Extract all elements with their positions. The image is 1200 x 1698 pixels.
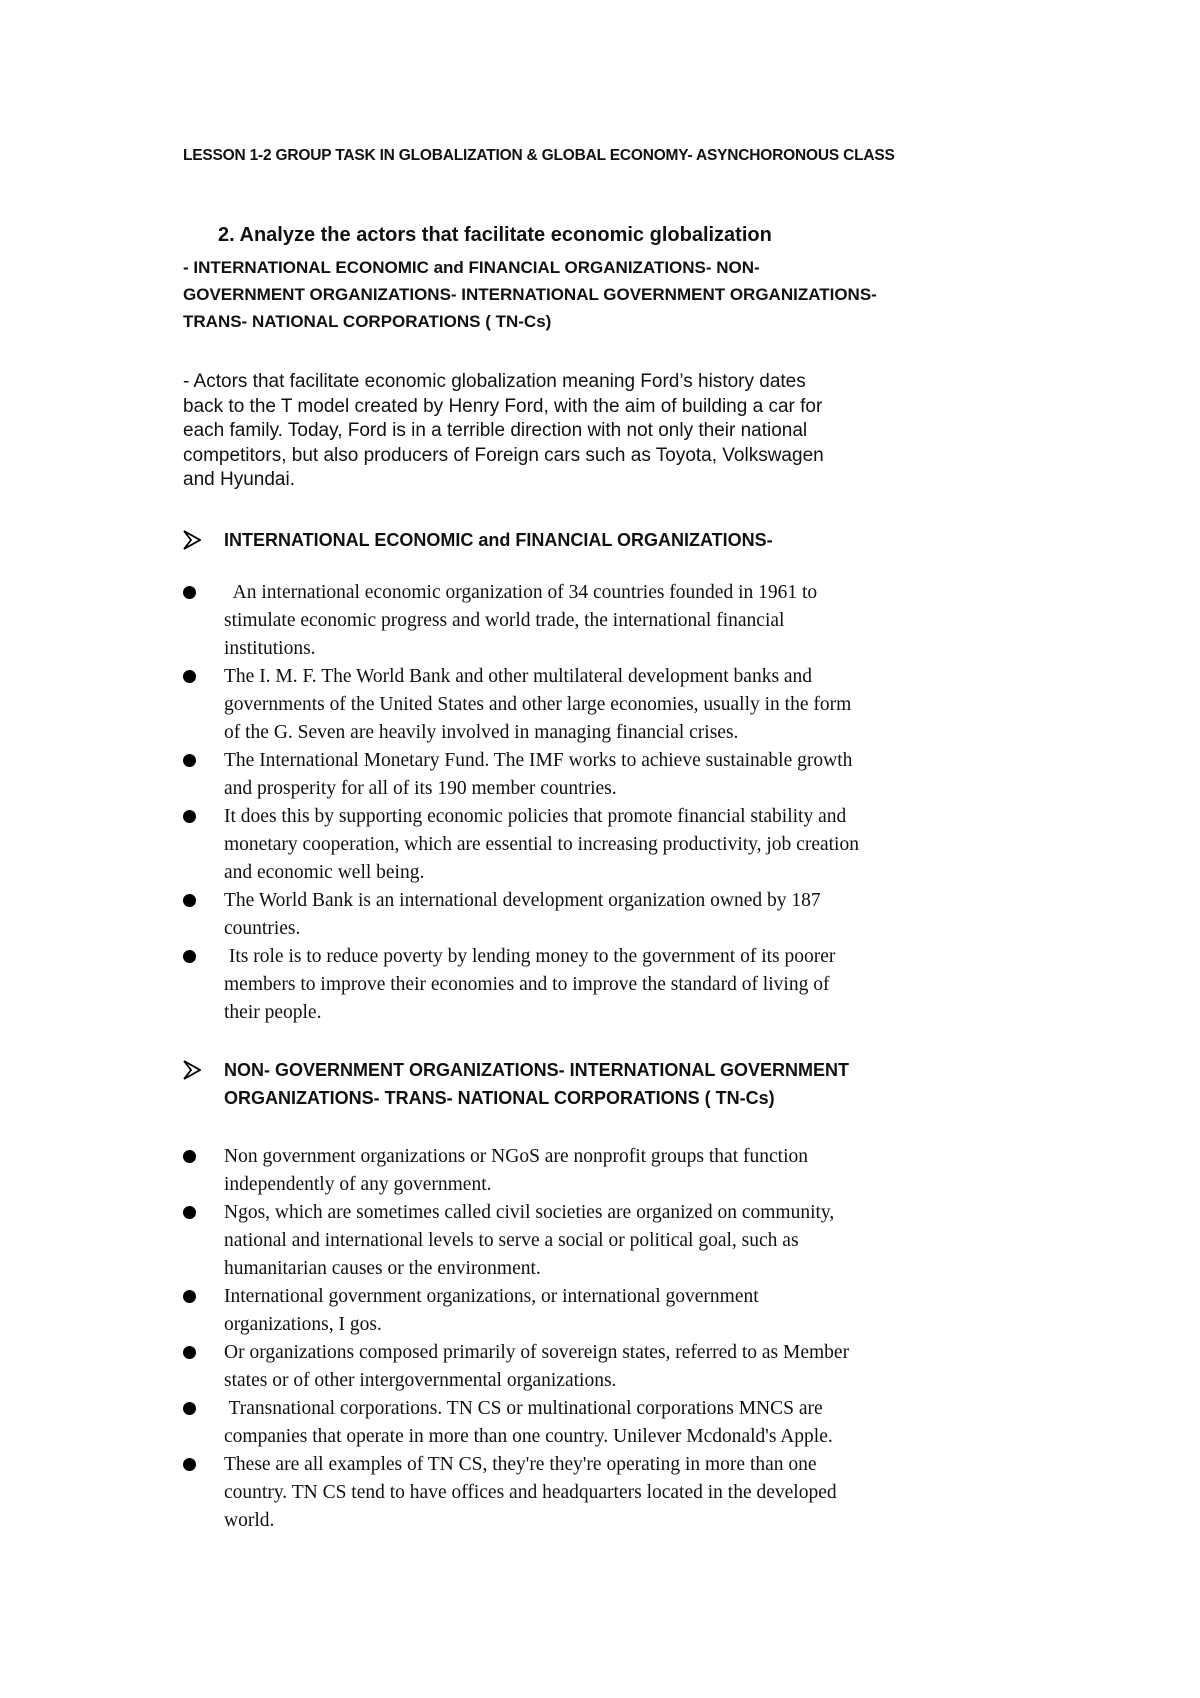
- question-heading: 2. Analyze the actors that facilitate economic globalization: [218, 224, 772, 246]
- list-item: [183, 579, 1043, 663]
- arrow-bullet-icon: [183, 1060, 201, 1080]
- bullet-dot-icon: [183, 810, 196, 823]
- section2-bullet-list: [183, 1143, 1043, 1535]
- list-item-line: Transnational corporations. TN CS or multinational corporations MNCS are: [224, 1398, 823, 1419]
- bullet-dot-icon: [183, 1206, 196, 1219]
- list-item-line: The World Bank is an international development organization owned by 187: [224, 890, 821, 911]
- section2-heading-line: ORGANIZATIONS- TRANS- NATIONAL CORPORATIONS ( TN-Cs): [224, 1088, 775, 1108]
- bullet-dot-icon: [183, 1346, 196, 1359]
- list-item-line: institutions.: [224, 638, 316, 659]
- list-item: [183, 1395, 1043, 1451]
- list-item: [183, 943, 1043, 1027]
- list-item-line: governments of the United States and other large economies, usually in the form: [224, 694, 852, 715]
- intro-paragraph: [183, 370, 1043, 493]
- list-item-line: companies that operate in more than one country. Unilever Mcdonald's Apple.: [224, 1426, 833, 1447]
- list-item-line: Its role is to reduce poverty by lending money to the government of its poorer: [224, 946, 836, 967]
- list-item: [183, 1283, 1043, 1339]
- actors-line: TRANS- NATIONAL CORPORATIONS ( TN-Cs): [183, 312, 552, 331]
- list-item-line: monetary cooperation, which are essential to increasing productivity, job creation: [224, 834, 859, 855]
- intro-line: and Hyundai.: [183, 469, 295, 491]
- arrow-bullet-icon: [183, 530, 201, 550]
- list-item-line: humanitarian causes or the environment.: [224, 1258, 541, 1279]
- list-item-line: It does this by supporting economic policies that promote financial stability and: [224, 806, 847, 827]
- section1-bullet-list: [183, 579, 1043, 1027]
- bullet-dot-icon: [183, 1290, 196, 1303]
- list-item: [183, 1339, 1043, 1395]
- intro-line: back to the T model created by Henry Ford, with the aim of building a car for: [183, 395, 823, 417]
- list-item: [183, 803, 1043, 887]
- bullet-dot-icon: [183, 586, 196, 599]
- section2-heading: [183, 1056, 1043, 1112]
- bullet-dot-icon: [183, 1402, 196, 1415]
- list-item-line: of the G. Seven are heavily involved in managing financial crises.: [224, 722, 739, 743]
- list-item-line: country. TN CS tend to have offices and headquarters located in the developed: [224, 1482, 837, 1503]
- list-item-line: states or of other intergovernmental organizations.: [224, 1370, 617, 1391]
- list-item-line: countries.: [224, 918, 301, 939]
- bullet-dot-icon: [183, 670, 196, 683]
- list-item-line: world.: [224, 1510, 275, 1531]
- list-item-line: Non government organizations or NGoS are nonprofit groups that function: [224, 1146, 808, 1167]
- bullet-dot-icon: [183, 1458, 196, 1471]
- list-item-line: The I. M. F. The World Bank and other multilateral development banks and: [224, 666, 813, 687]
- list-item-line: members to improve their economies and to improve the standard of living of: [224, 974, 830, 995]
- list-item-line: The International Monetary Fund. The IMF works to achieve sustainable growth: [224, 750, 853, 771]
- list-item-line: independently of any government.: [224, 1174, 492, 1195]
- actors-list: [183, 254, 1043, 335]
- bullet-dot-icon: [183, 950, 196, 963]
- bullet-dot-icon: [183, 894, 196, 907]
- list-item-line: their people.: [224, 1002, 322, 1023]
- bullet-dot-icon: [183, 754, 196, 767]
- list-item: [183, 1451, 1043, 1535]
- section1-heading: [183, 526, 1043, 554]
- list-item-line: organizations, I gos.: [224, 1314, 382, 1335]
- intro-line: competitors, but also producers of Foreign cars such as Toyota, Volkswagen: [183, 444, 824, 466]
- list-item: [183, 887, 1043, 943]
- intro-line: - Actors that facilitate economic globalization meaning Ford’s history dates: [183, 371, 806, 392]
- list-item-line: These are all examples of TN CS, they're they're operating in more than one: [224, 1454, 817, 1475]
- lesson-title: LESSON 1-2 GROUP TASK IN GLOBALIZATION & GLOBAL ECONOMY- ASYNCHORONOUS CLASS: [183, 147, 895, 164]
- list-item-line: Or organizations composed primarily of sovereign states, referred to as Member: [224, 1342, 850, 1363]
- intro-line: each family. Today, Ford is in a terrible direction with not only their national: [183, 420, 808, 442]
- list-item-line: An international economic organization of 34 countries founded in 1961 to: [224, 582, 818, 603]
- list-item-line: national and international levels to serve a social or political goal, such as: [224, 1230, 799, 1251]
- list-item-line: stimulate economic progress and world trade, the international financial: [224, 610, 785, 631]
- actors-line: GOVERNMENT ORGANIZATIONS- INTERNATIONAL GOVERNMENT ORGANIZATIONS-: [183, 285, 877, 304]
- actors-line: - INTERNATIONAL ECONOMIC and FINANCIAL ORGANIZATIONS- NON-: [183, 258, 760, 277]
- section2-heading-line: NON- GOVERNMENT ORGANIZATIONS- INTERNATIONAL GOVERNMENT: [224, 1060, 849, 1080]
- list-item: [183, 663, 1043, 747]
- list-item: [183, 1199, 1043, 1283]
- list-item: [183, 747, 1043, 803]
- list-item-line: International government organizations, or international government: [224, 1286, 759, 1307]
- section1-heading-line: INTERNATIONAL ECONOMIC and FINANCIAL ORGANIZATIONS-: [224, 530, 773, 550]
- list-item-line: Ngos, which are sometimes called civil societies are organized on community,: [224, 1202, 835, 1223]
- list-item-line: and economic well being.: [224, 862, 425, 883]
- list-item: [183, 1143, 1043, 1199]
- list-item-line: and prosperity for all of its 190 member countries.: [224, 778, 617, 799]
- bullet-dot-icon: [183, 1150, 196, 1163]
